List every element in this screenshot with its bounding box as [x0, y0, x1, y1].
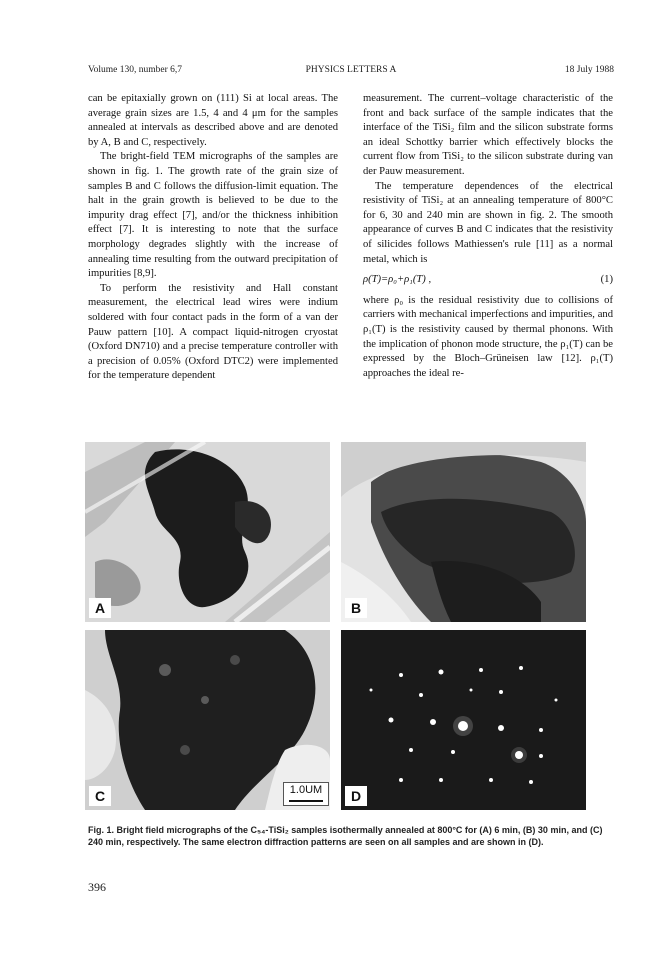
paragraph: To perform the resistivity and Hall constant measurement, the electrical lead wires were indium soldered with four contact pads in the form of a van der Pauw pattern [10]. A compact liquid-nitrogen cryostat (Oxford DN710) and a precise temperature controller with a precision of 0.05% (Oxford DTC2) were implemented for the temperature dependent: [88, 282, 338, 382]
figure-1: [85, 438, 615, 818]
micrograph-a-image: [85, 442, 330, 622]
panel-label: A: [89, 598, 111, 618]
panel-label: C: [89, 786, 111, 806]
equation-body: ρ(T)=ρ₀+ρ₁(T) ,: [363, 274, 432, 286]
micrograph-panel-a: [85, 442, 330, 622]
figure-caption: Fig. 1. Bright field micrographs of the C₅₄-TiSi₂ samples isothermally annealed at 800°C for (A) 6 min, (B) 30 min, and (C) 240 min, respectively. The same electron diffraction patterns are seen on all samples and are shown in (D).: [88, 825, 603, 847]
journal-title: PHYSICS LETTERS A: [305, 65, 397, 75]
paragraph: The bright-field TEM micrographs of the samples are shown in fig. 1. The growth rate of the grain size of samples B and C follows the diffusion-limit equation. The halt in the grain growth is believed to be due to the impurity drag effect [7], and/or the thickness inhibition effect [7]. It is interesting to note that the surface morphology degrades slightly with the increase of annealing time resulting from the outward precipitation of impurities [8,9].: [88, 151, 338, 280]
scale-bar-line: [289, 800, 323, 802]
micrograph-panel-b: [341, 442, 586, 622]
diffraction-panel-d: [341, 630, 586, 810]
equation-number: (1): [600, 274, 613, 286]
micrograph-panel-c: [85, 630, 330, 810]
paragraph: measurement. The current–voltage characteristic of the front and back surface of the sample indicates that the interface of the TiSi₂ film and the silicon substrate forms an ideal Schottky barrier which effectively blocks the current flow from TiSi₂ to the silicon substrate during van der Pauw measurement.: [363, 93, 613, 177]
paragraph: can be epitaxially grown on (111) Si at local areas. The average grain sizes are 1.5, 4 and 4 μm for the samples annealed at intervals as described above and are denoted by A, B and C, respectively.: [88, 93, 338, 148]
left-column: [88, 92, 338, 384]
panel-label: B: [345, 598, 367, 618]
right-column: [363, 92, 613, 381]
running-header: [88, 65, 614, 79]
page-number: 396: [88, 880, 106, 894]
equation: [363, 273, 613, 288]
journal-volume: Volume 130, number 6,7: [88, 65, 183, 75]
issue-date: 18 July 1988: [564, 65, 614, 75]
micrograph-b-image: [341, 442, 586, 622]
diffraction-pattern-image: [341, 630, 586, 810]
paragraph: where ρ₀ is the residual resistivity due to collisions of carriers with mechanical imperfections and impurities, and ρ₁(T) is the resistivity caused by thermal phonons. With the implication of phonon mode structure, the ρ₁(T) can be expressed by the Bloch–Grüneisen law [12]. ρ₁(T) approaches the ideal re-: [363, 294, 613, 379]
scale-bar: [283, 782, 329, 806]
scale-bar-label: 1.0UM: [289, 784, 323, 796]
panel-label: D: [345, 786, 367, 806]
paragraph: The temperature dependences of the electrical resistivity of TiSi₂ at an annealing temperature of 800°C for 6, 30 and 240 min are shown in fig. 2. The smooth appearance of curves B and C indicates that the resistivity of silicides follows Mathiessen's rule [11] as a normal metal, which is: [363, 180, 613, 265]
